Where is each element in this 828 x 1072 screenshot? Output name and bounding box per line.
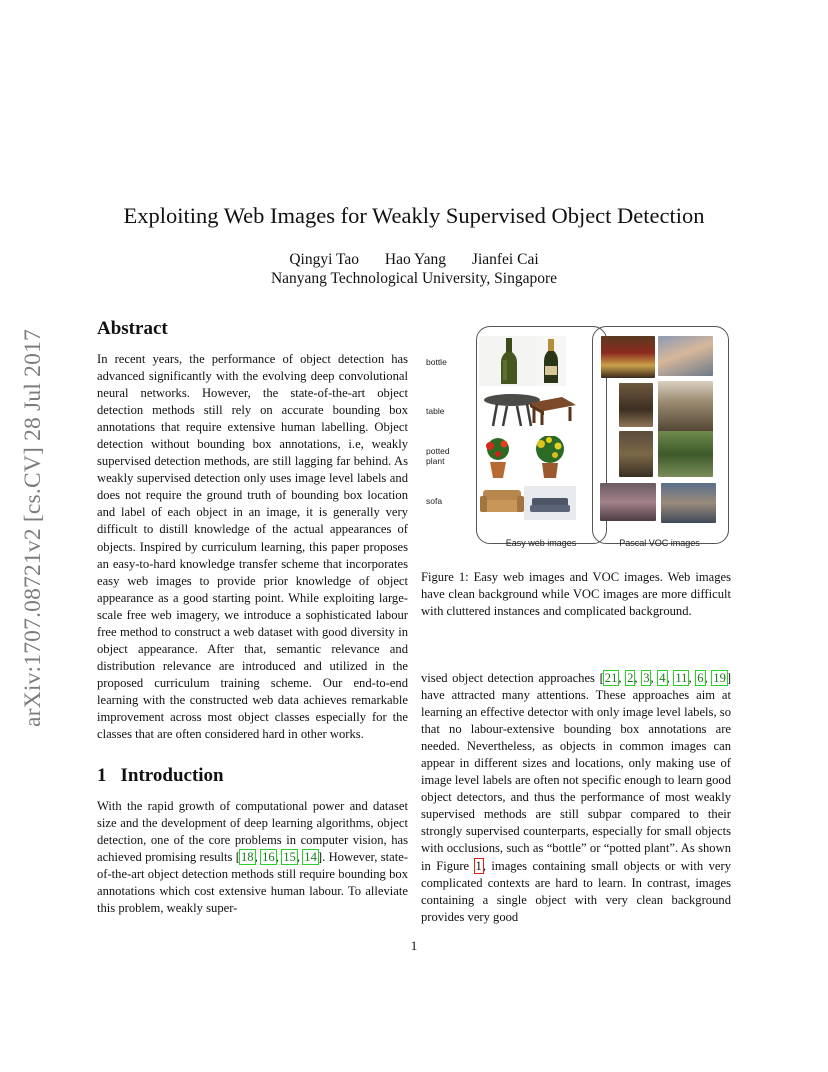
abstract-text: In recent years, the performance of object detection has advanced significantly with the evolving deep convolutional neural networks. However, the state-of-the-art object detection methods still rely on accurate bounding box annotations that require extensive human labelling. Object detection without bounding box annotations, i.e, weakly supervised detection methods, are still lagging far behind. As weakly supervised detection only uses image level labels and does not require the ground truth of bounding box location and label of each object in an image, it is generally very difficult to distill knowledge of the actual appearances of objects. Inspired by curriculum learning, this paper proposes an easy-to-hard knowledge transfer scheme that incorporates easy web images to provide prior knowledge of object appearance as a good starting point. While exploiting large-scale free web imagery, we introduce a sophisticated labour free method to construct a web dataset with good diversity in object appearance. After that, semantic relevance and distribution relevance are introduced and utilized in the proposed curriculum training scheme. Our end-to-end learning with the constructed web data achieves remarkable improvement across most object classes especially for the classes that are often considered hard in other works. [97, 352, 408, 742]
voc-table-photo [619, 383, 653, 427]
author-name: Jianfei Cai [471, 251, 539, 268]
voc-bottle-photo [658, 336, 713, 376]
author-name: Qingyi Tao [289, 251, 360, 268]
citation-link[interactable]: 3 [643, 671, 650, 685]
citation-link[interactable]: 16 [262, 850, 275, 865]
paragraph-text: ] have attracted many attentions. These approaches aim at learning an effective detector with only image level labels, so that no labour-extensive bounding box annotations are needed. Nevertheless, as objects in common images can appear in different sizes and locations, only making use of image level labels are often not specific enough to learn good object detectors, and thus the performance of most weakly supervised methods are still subpar compared to their strongly supervised counterparts, especially for small objects with occlusions, such as “bottle” or “potted plant”. As shown in Figure [421, 671, 732, 873]
arxiv-identifier: arXiv:1707.08721v2 [cs.CV] 28 Jul 2017 [20, 329, 46, 727]
author-name: Hao Yang [384, 251, 447, 268]
author-list [0, 251, 828, 269]
paragraph-text: With the rapid growth of computational power and dataset size and the development of deep learning algorithms, object detection, one of the core problems in computer vision, has achieved promising results [ [97, 799, 408, 865]
voc-sofa-photo [661, 483, 716, 523]
row-label-sofa: sofa [426, 496, 443, 506]
abstract-heading: Abstract [97, 318, 168, 339]
citation-link[interactable]: 15 [283, 850, 296, 865]
paragraph-text: ]. However, state-of-the-art object detection methods still require bounding box annotations which cost extensive human labour. To alleviate this problem, weakly super- [97, 850, 409, 916]
panel-label-web: Easy web images [505, 538, 577, 548]
paper-title: Exploiting Web Images for Weakly Supervised Object Detection [123, 203, 705, 228]
introduction-paragraph-1: With the rapid growth of computational power and dataset size and the development of deep learning algorithms, object detection, one of the core problems in computer vision, has achieved promising results [18, 16, 15, 14]. However, state-of-the-art object detection methods still require bounding box annotations which cost extensive human labour. To alleviate this problem, weakly super- [97, 799, 409, 916]
citation-link[interactable]: 19 [713, 671, 726, 685]
row-label-table: table [426, 406, 445, 416]
section-title: Introduction [120, 765, 224, 786]
sofa-image [524, 486, 576, 520]
champagne-bottle-image [536, 336, 566, 386]
section-number: 1 [97, 765, 107, 786]
paragraph-text: vised object detection approaches [ [421, 671, 604, 685]
voc-bottle-photo [601, 336, 655, 378]
wine-bottle-image [479, 336, 539, 386]
sofa-image [479, 486, 525, 516]
voc-potted-plant-photo [658, 431, 713, 477]
affiliation: Nanyang Technological University, Singapore [270, 270, 558, 287]
citation-link[interactable]: 21 [604, 671, 618, 685]
introduction-heading [97, 765, 224, 787]
citation-link[interactable]: 6 [697, 671, 704, 685]
citation-link[interactable]: 18 [240, 850, 254, 865]
voc-sofa-photo [600, 483, 656, 521]
potted-plant-image [481, 436, 515, 480]
potted-plant-image [528, 436, 572, 480]
introduction-paragraph-2: vised object detection approaches [21, 2, 3, 4, 11, 6, 19] have attracted many attentions. These approaches aim at learning an effective detector with only image level labels, so that no labour-extensive bounding box annotations are needed. Nevertheless, as objects in common images can appear in different sizes and locations, only making use of image level labels are often not specific enough to learn good object detectors, and thus the performance of most weakly supervised methods are still subpar compared to their strongly supervised counterparts, especially for small objects with occlusions, such as “bottle” or “potted plant”. As shown in Figure 1, images containing small objects or with very complicated contexts are hard to learn. In contrast, images containing a single object with very clean background provides very good [421, 671, 732, 924]
citation-link[interactable]: 2 [627, 671, 634, 685]
panel-label-voc: Pascal VOC images [619, 538, 700, 548]
figure-caption: Figure 1: Easy web images and VOC images. Web images have clean background while VOC images are more difficult with cluttered instances and complicated background. [421, 570, 731, 619]
citation-link[interactable]: 14 [304, 850, 317, 865]
voc-table-photo [658, 381, 713, 433]
figure-1 [421, 323, 731, 555]
voc-potted-plant-photo [619, 431, 653, 477]
paragraph-text: , images containing small objects or with very complicated contexts are hard to learn. In contrast, images containing a single object with very clean background provides very good [421, 858, 731, 924]
figure-reference-link[interactable]: 1 [475, 858, 482, 873]
row-label-potted-plant: potted plant [426, 446, 450, 466]
wooden-table-image [528, 395, 578, 427]
page-number: 1 [410, 938, 418, 953]
citation-link[interactable]: 4 [659, 671, 666, 685]
citation-link[interactable]: 11 [675, 671, 688, 685]
row-label-bottle: bottle [426, 357, 447, 367]
